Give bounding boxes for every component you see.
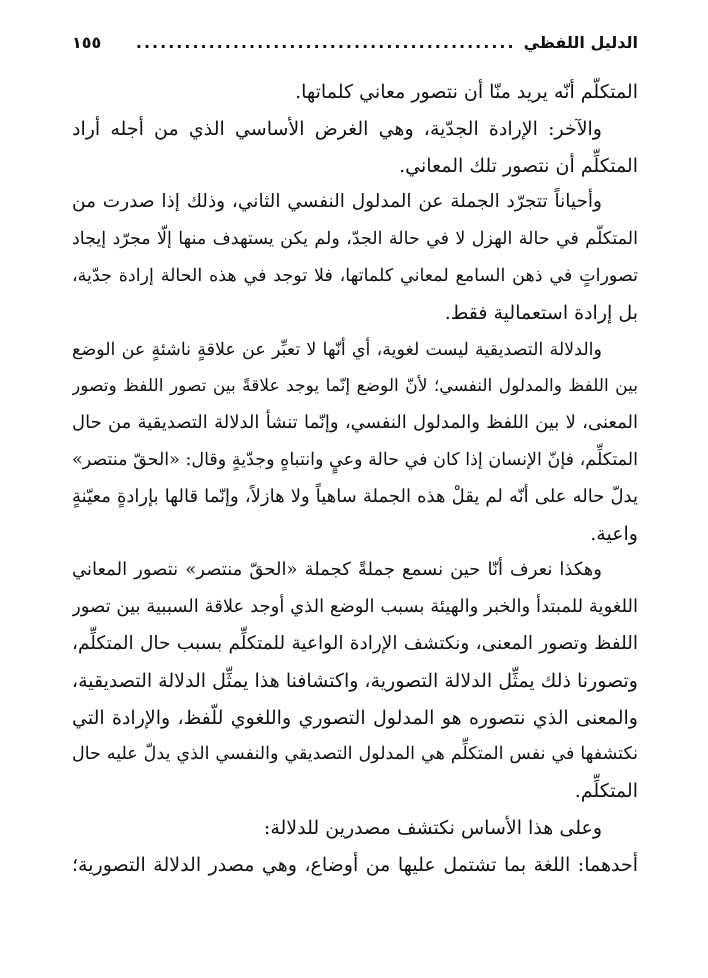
header-leader-dots: ...............................................: [135, 32, 516, 52]
text-line: المتكلِّم.: [574, 780, 638, 803]
text-line: واعية.: [590, 522, 638, 545]
text-line: اللغوية للمبتدأ والخبر والهيئة بسبب الوضع الذي أوجد علاقة السببية بين تصور: [72, 596, 638, 618]
text-line: وأحياناً تتجرّد الجملة عن المدلول النفسي الثاني، وذلك إذا صدرت من: [72, 191, 602, 213]
text-line: يدلّ حاله على أنّه لم يقلْ هذه الجملة ساهياً ولا هازلاً، وإنّما قالها بإرادةٍ معيّنةٍ: [72, 485, 638, 507]
text-line: بل إرادة استعمالية فقط.: [444, 301, 638, 324]
text-line: بين اللفظ والمدلول النفسي؛ لأنّ الوضع إنّما يوجد علاقةً بين تصور اللفظ وتصور: [72, 376, 638, 397]
text-line: وتصورنا ذلك يمثِّل الدلالة التصورية، واكتشافنا هذا يمثِّل الدلالة التصديقية،: [72, 669, 638, 692]
text-line: وعلى هذا الأساس نكتشف مصدرين للدلالة:: [263, 816, 602, 839]
body-text: [72, 74, 638, 884]
text-line: المتكلّم في حالة الهزل لا في حالة الجدّ، ولم يكن يستهدف منها إلّا مجرّد إيجاد: [72, 229, 638, 250]
text-line: المتكلِّم أن نتصور تلك المعاني.: [399, 154, 638, 177]
text-line: والآخر: الإرادة الجدّية، وهي الغرض الأساسي الذي من أجله أراد: [72, 117, 602, 140]
header-title: الدليل اللفظي: [523, 32, 638, 52]
text-line: نكتشفها في نفس المتكلِّم هي المدلول التصديقي والنفسي الذي يدلّ عليه حال: [72, 744, 638, 765]
text-line: تصوراتٍ في ذهن السامع لمعاني كلماتها، فلا توجد في هذه الحالة إرادة جدّية،: [72, 265, 638, 286]
running-header: [72, 30, 638, 54]
text-line: المتكلّم أنّه يريد منّا أن نتصور معاني كلماتها.: [295, 81, 638, 103]
page-number: ١٥٥: [72, 32, 102, 52]
text-line: أحدهما: اللغة بما تشتمل عليها من أوضاع، وهي مصدر الدلالة التصورية؛: [72, 853, 638, 876]
text-line: اللفظ وتصور المعنى، ونكتشف الإرادة الواعية للمتكلِّم بسبب حال المتكلِّم،: [72, 632, 638, 654]
text-line: المتكلِّم، فإنّ الإنسان إذا كان في حالة وعيٍ وانتباهٍ وجدّيةٍ وقال: «الحقّ منتصر»: [72, 449, 638, 470]
text-line: والمعنى الذي نتصوره هو المدلول التصوري واللغوي للّفظ، والإرادة التي: [72, 706, 638, 729]
text-line: والدلالة التصديقية ليست لغوية، أي أنّها لا تعبِّر عن علاقةٍ ناشئةٍ عن الوضع: [72, 339, 602, 360]
text-line: المعنى، لا بين اللفظ والمدلول النفسي، وإنّما تنشأ الدلالة التصديقية من حال: [72, 412, 638, 434]
text-line: وهكذا نعرف أنّا حين نسمع جملةً كجملة «الحقّ منتصر» نتصور المعاني: [72, 559, 602, 581]
